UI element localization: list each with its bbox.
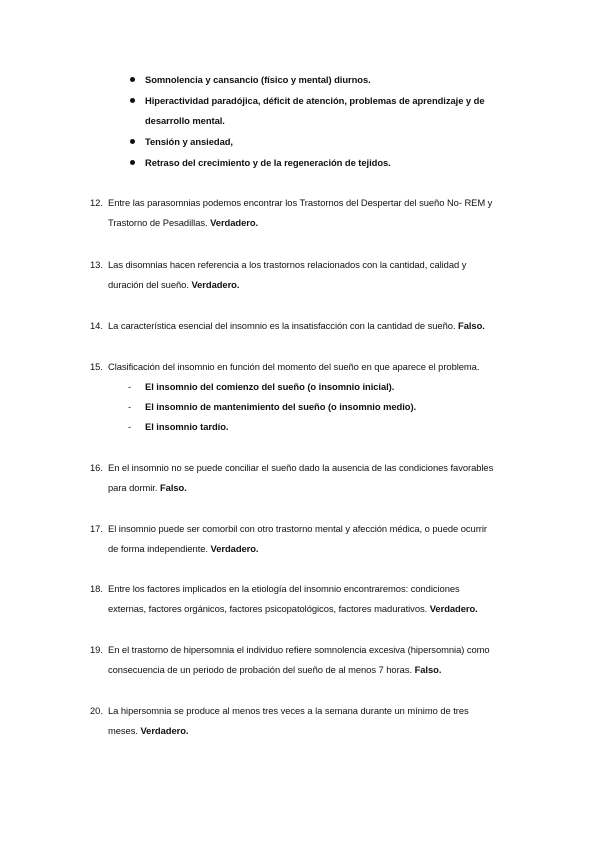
bullet-dot xyxy=(130,139,135,144)
bullet-text: Retraso del crecimiento y de la regeneración de tejidos. xyxy=(145,157,391,168)
bullet-dot xyxy=(130,160,135,165)
item-text: El insomnio puede ser comorbil con otro trastorno mental y afección médica, o puede ocurrir xyxy=(108,523,487,534)
item-number: 15. xyxy=(90,361,103,372)
item-text-line2: meses. Verdadero. xyxy=(108,725,189,736)
bullet-text: Tensión y ansiedad, xyxy=(145,136,233,147)
item-text: Las disomnias hacen referencia a los trastornos relacionados con la cantidad, calidad y xyxy=(108,259,467,270)
item-number: 16. xyxy=(90,462,103,473)
item-text-line2: Trastorno de Pesadillas. Verdadero. xyxy=(108,217,259,228)
bullet-text: Somnolencia y cansancio (físico y mental) diurnos. xyxy=(145,74,371,85)
subitem-dash: - xyxy=(128,421,132,432)
item-text: Entre las parasomnias podemos encontrar los Trastornos del Despertar del sueño No- REM y xyxy=(108,197,493,208)
item-text: La característica esencial del insomnio es la insatisfacción con la cantidad de sueño. Falso. xyxy=(108,320,485,331)
item-number: 14. xyxy=(90,320,103,331)
item-text-line2: para dormir. Falso. xyxy=(108,482,187,493)
item-text: En el trastorno de hipersomnia el individuo refiere somnolencia excesiva (hipersomnia) como xyxy=(108,644,490,655)
subitem-text: El insomnio del comienzo del sueño (o insomnio inicial). xyxy=(145,381,395,392)
answer: Falso. xyxy=(159,482,187,493)
item-number: 18. xyxy=(90,583,103,594)
item-text-line2: de forma independiente. Verdadero. xyxy=(108,543,259,554)
answer: Falso. xyxy=(458,320,485,331)
item-text: La hipersomnia se produce al menos tres veces a la semana durante un mínimo de tres xyxy=(108,705,469,716)
answer: Falso. xyxy=(414,664,442,675)
item-text: Entre los factores implicados en la etiología del insomnio encontraremos: condiciones xyxy=(108,583,460,594)
item-number: 13. xyxy=(90,259,103,270)
item-text-line2: consecuencia de un periodo de probación del sueño de al menos 7 horas. Falso. xyxy=(108,664,442,675)
answer: Verdadero. xyxy=(140,725,189,736)
item-number: 17. xyxy=(90,523,103,534)
subitem-dash: - xyxy=(128,381,132,392)
answer: Verdadero. xyxy=(191,279,240,290)
item-text: Clasificación del insomnio en función del momento del sueño en que aparece el problema. xyxy=(108,361,480,372)
subitem-text: El insomnio tardío. xyxy=(145,421,229,432)
item-number: 19. xyxy=(90,644,103,655)
subitem-dash: - xyxy=(128,401,132,412)
answer: Verdadero. xyxy=(210,217,259,228)
item-text-line2: externas, factores orgánicos, factores psicopatológicos, factores madurativos. Verdadero. xyxy=(108,603,478,614)
item-text: En el insomnio no se puede conciliar el sueño dado la ausencia de las condiciones favorables xyxy=(108,462,494,473)
answer: Verdadero. xyxy=(210,543,259,554)
item-number: 20. xyxy=(90,705,103,716)
item-text-line2: duración del sueño. Verdadero. xyxy=(108,279,240,290)
item-number: 12. xyxy=(90,197,103,208)
bullet-text-continuation: desarrollo mental. xyxy=(145,115,225,126)
bullet-text: Hiperactividad paradójica, déficit de atención, problemas de aprendizaje y de xyxy=(145,95,485,106)
subitem-text: El insomnio de mantenimiento del sueño (o insomnio medio). xyxy=(145,401,417,412)
answer: Verdadero. xyxy=(429,603,478,614)
bullet-dot xyxy=(130,98,135,103)
bullet-dot xyxy=(130,77,135,82)
